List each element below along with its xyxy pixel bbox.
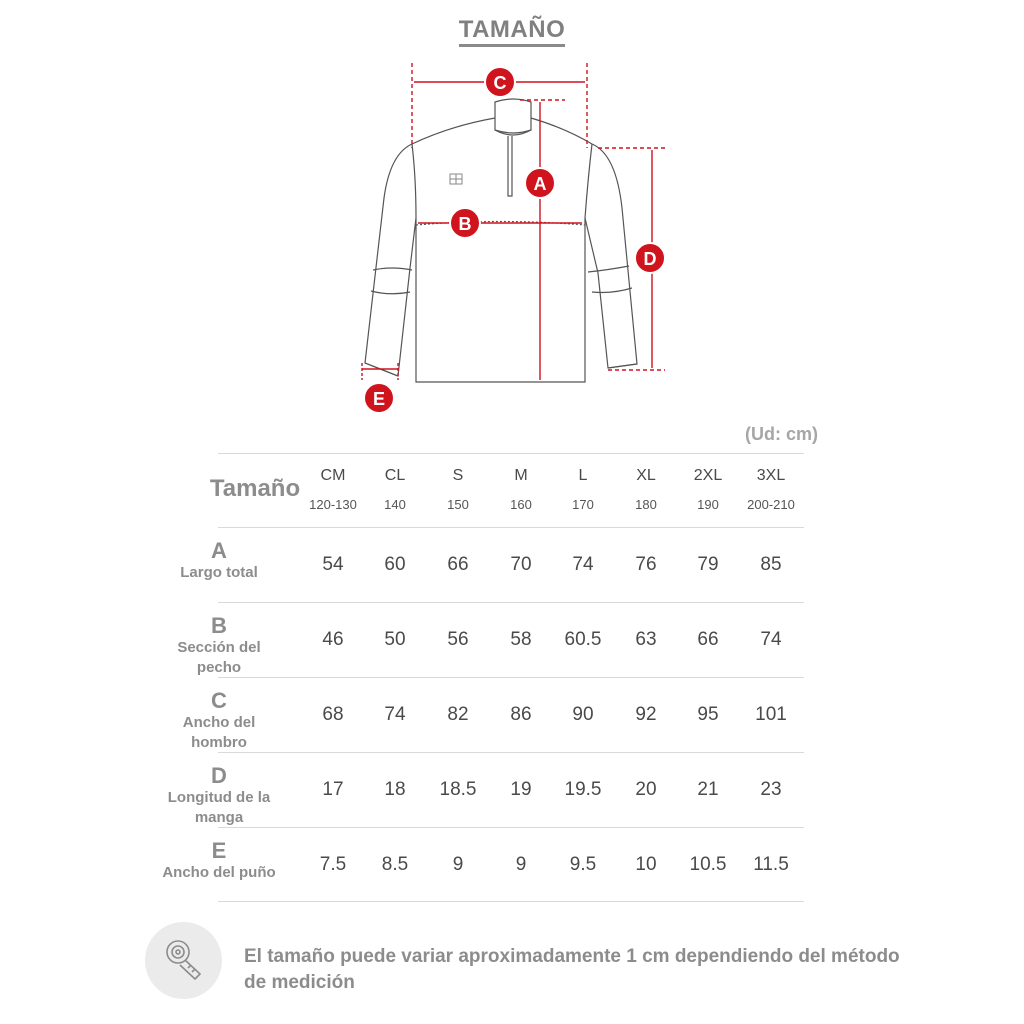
size-column-range: 150 (447, 497, 469, 512)
marker-b-label: B (458, 214, 472, 234)
table-cell: 82 (447, 704, 469, 725)
table-cell: 66 (697, 629, 719, 650)
table-cell: 19 (510, 779, 532, 800)
table-cell: 17 (322, 779, 344, 800)
table-cell: 8.5 (381, 854, 409, 875)
table-divider (218, 827, 804, 828)
table-cell: 85 (760, 554, 782, 575)
table-cell: 60.5 (564, 629, 602, 650)
table-cell: 60 (384, 554, 406, 575)
row-label (158, 689, 280, 753)
table-cell: 20 (635, 779, 657, 800)
table-divider (218, 901, 804, 902)
row-description: Ancho del puño (162, 864, 276, 881)
table-cell: 9 (515, 854, 527, 875)
table-cell: 76 (635, 554, 657, 575)
table-cell: 46 (322, 629, 344, 650)
table-cell: 11.5 (753, 854, 789, 875)
table-cell: 54 (322, 554, 344, 575)
table-cell: 74 (572, 554, 594, 575)
row-letter: D (211, 763, 227, 788)
size-column-name: 2XL (693, 467, 723, 484)
measurement-note: El tamaño puede variar aproximadamente 1 cm dependiendo del método de medición (244, 946, 900, 993)
table-cell: 7.5 (319, 854, 347, 875)
table-cell: 66 (447, 554, 469, 575)
size-header-label: Tamaño (209, 475, 301, 502)
table-divider (218, 752, 804, 753)
table-cell: 58 (510, 629, 532, 650)
marker-b (450, 208, 480, 238)
table-cell: 50 (384, 629, 406, 650)
table-cell: 19.5 (564, 779, 602, 800)
table-cell: 68 (322, 704, 344, 725)
row-label (158, 764, 280, 828)
table-cell: 74 (384, 704, 406, 725)
table-cell: 86 (510, 704, 532, 725)
shirt-outline (365, 99, 637, 382)
table-cell: 18.5 (439, 779, 477, 800)
table-cell: 10 (635, 854, 657, 875)
table-cell: 23 (760, 779, 782, 800)
size-column-range: 190 (697, 497, 719, 512)
size-column-range: 160 (510, 497, 532, 512)
marker-a (525, 168, 555, 198)
table-cell: 21 (697, 779, 719, 800)
table-cell: 92 (635, 704, 657, 725)
table-cell: 79 (697, 554, 719, 575)
row-letter: C (211, 688, 227, 713)
table-divider (218, 677, 804, 678)
row-label (158, 839, 280, 883)
table-cell: 63 (635, 629, 657, 650)
page-title-text: TAMAÑO (459, 16, 566, 47)
row-letter: E (211, 838, 227, 863)
marker-a-label: A (533, 174, 547, 194)
row-label (158, 539, 280, 583)
marker-e (364, 383, 394, 413)
table-divider (218, 602, 804, 603)
tape-measure-icon (145, 922, 222, 999)
table-cell: 9.5 (569, 854, 597, 875)
logo-icon (450, 174, 462, 184)
row-letter: B (211, 613, 227, 638)
table-cell: 9 (452, 854, 464, 875)
size-column-name: XL (636, 467, 656, 484)
size-column-range: 180 (635, 497, 657, 512)
row-label (158, 614, 280, 678)
table-cell: 90 (572, 704, 594, 725)
size-column-range: 120-130 (309, 497, 357, 512)
marker-e-label: E (372, 389, 386, 409)
size-column-name: 3XL (756, 467, 786, 484)
marker-d (635, 243, 665, 273)
size-column-name: L (578, 467, 588, 484)
row-description: Sección del pecho (177, 639, 261, 676)
size-column-name: M (514, 467, 528, 484)
table-cell: 18 (384, 779, 406, 800)
size-column-range: 200-210 (747, 497, 795, 512)
size-column-name: S (452, 467, 464, 484)
table-cell: 74 (760, 629, 782, 650)
row-description: Largo total (180, 564, 258, 581)
size-column-name: CL (384, 467, 406, 484)
row-description: Longitud de la manga (167, 789, 271, 826)
size-column-name: CM (320, 467, 346, 484)
table-cell: 70 (510, 554, 532, 575)
table-cell: 101 (755, 704, 787, 725)
size-column-range: 140 (384, 497, 406, 512)
table-cell: 56 (447, 629, 469, 650)
page-title (0, 16, 1024, 44)
marker-d-label: D (643, 249, 657, 269)
table-cell: 10.5 (689, 854, 727, 875)
garment-diagram (340, 58, 680, 418)
table-divider (218, 453, 804, 454)
table-cell: 95 (697, 704, 719, 725)
unit-label: (Ud: cm) (745, 424, 818, 444)
table-divider (218, 527, 804, 528)
marker-c-label: C (493, 73, 507, 93)
row-letter: A (211, 538, 227, 563)
size-column-range: 170 (572, 497, 594, 512)
marker-c (485, 67, 515, 97)
row-description: Ancho del hombro (182, 714, 256, 751)
